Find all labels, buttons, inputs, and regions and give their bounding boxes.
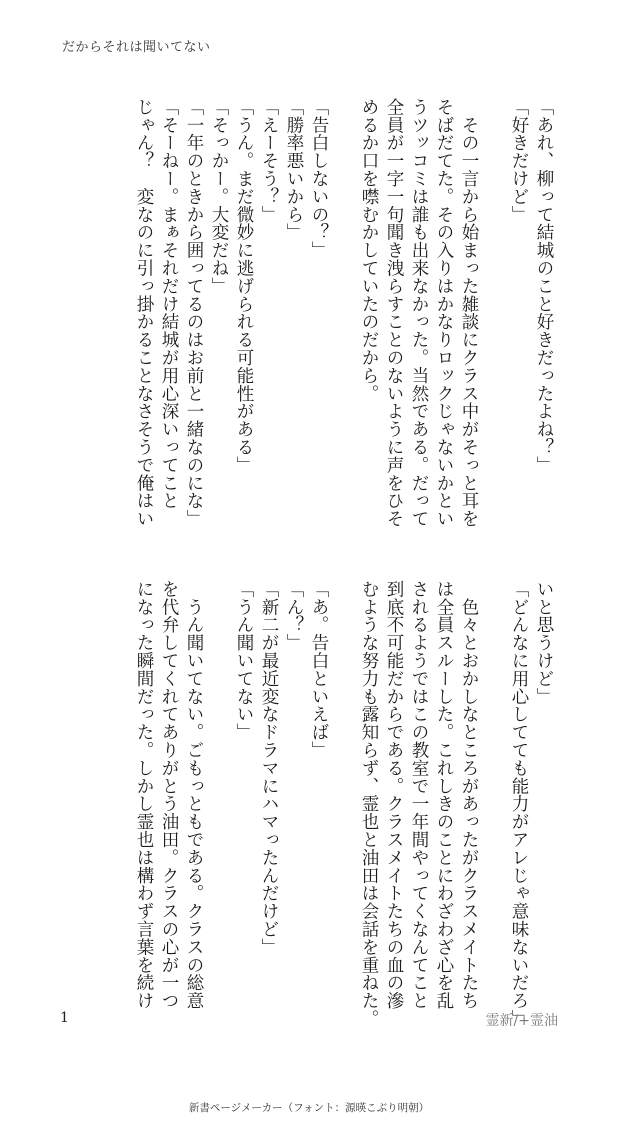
text-column: 「一年のときから囲ってるのはお前と一緒なのにな」 [184, 98, 204, 528]
text-column: 色々とおかしなところがあったがクラスメイトたち [459, 580, 479, 1010]
text-column: 「新二が最近変なドラマにハマったんだけど」 [259, 580, 279, 956]
text-column: 「あれ、柳って結城のこと好きだったよね？」 [534, 98, 554, 474]
text-column: 「どんなに用心してても能力がアレじゃ意味ないだろ」 [509, 580, 529, 1028]
text-column [331, 98, 356, 530]
text-column: 「告白しないの？」 [309, 98, 329, 260]
text-column [481, 98, 506, 530]
text-column: は全員スルーした。これしきのことにわざわざ心を乱 [434, 580, 454, 1010]
text-column: いと思うけど」 [534, 580, 554, 706]
text-column: 「あ。告白といえば」 [309, 580, 329, 759]
text-column: 「そーねー。まぁそれだけ結城が用心深いってこと [159, 98, 179, 510]
text-column: 「好きだけど」 [509, 98, 529, 224]
text-column: 全員が一字一句聞き洩らすことのないように声をひそ [384, 98, 404, 528]
text-column: その一言から始まった雑談にクラス中がそっと耳を [459, 98, 479, 528]
text-column [206, 580, 231, 1010]
text-column: 「うん聞いてない」 [234, 580, 254, 742]
text-column: 「えーそう？」 [259, 98, 279, 224]
generator-credit: 新書ページメーカー（フォント：源暎こぶり明朝） [188, 1102, 430, 1114]
text-column [481, 580, 506, 1010]
text-block-top [56, 98, 556, 530]
text-column [331, 580, 356, 1010]
text-column: うツッコミは誰も出来なかった。当然である。だって [409, 98, 429, 528]
text-column: うん聞いてない。ごもっともである。クラスの総意 [184, 580, 204, 1010]
text-column: 「うん。まだ微妙に逃げられる可能性がある」 [234, 98, 254, 474]
page-number: 1 [60, 1010, 69, 1026]
text-column: 「勝率悪いから」 [284, 98, 304, 242]
text-column: になった瞬間だった。しかし霊也は構わず言葉を続け [134, 580, 154, 1010]
text-column: されるようではこの教室で一年間やってくなんてこと [409, 580, 429, 1010]
text-column: じゃん？ 変なのに引っ掛かることなさそうで俺はい [134, 98, 154, 528]
text-column: 「そっかー。大変だね」 [209, 98, 229, 295]
author-tag: 霊新/+霊油 [485, 1013, 558, 1029]
text-column: 到底不可能だからである。クラスメイトたちの血の滲 [384, 580, 404, 1010]
running-title: だからそれは聞いてない [62, 40, 211, 55]
text-column: 「ん？」 [284, 580, 304, 652]
text-column: めるか口を噤むかしていたのだから。 [359, 98, 379, 403]
text-column: を代弁してくれてありがとう油田。クラスの心が一つ [159, 580, 179, 1010]
text-column: そばだてた。その入りはかなりロックじゃないかとい [434, 98, 454, 528]
text-column: むような努力も露知らず、霊也と油田は会話を重ねた。 [359, 580, 379, 1028]
